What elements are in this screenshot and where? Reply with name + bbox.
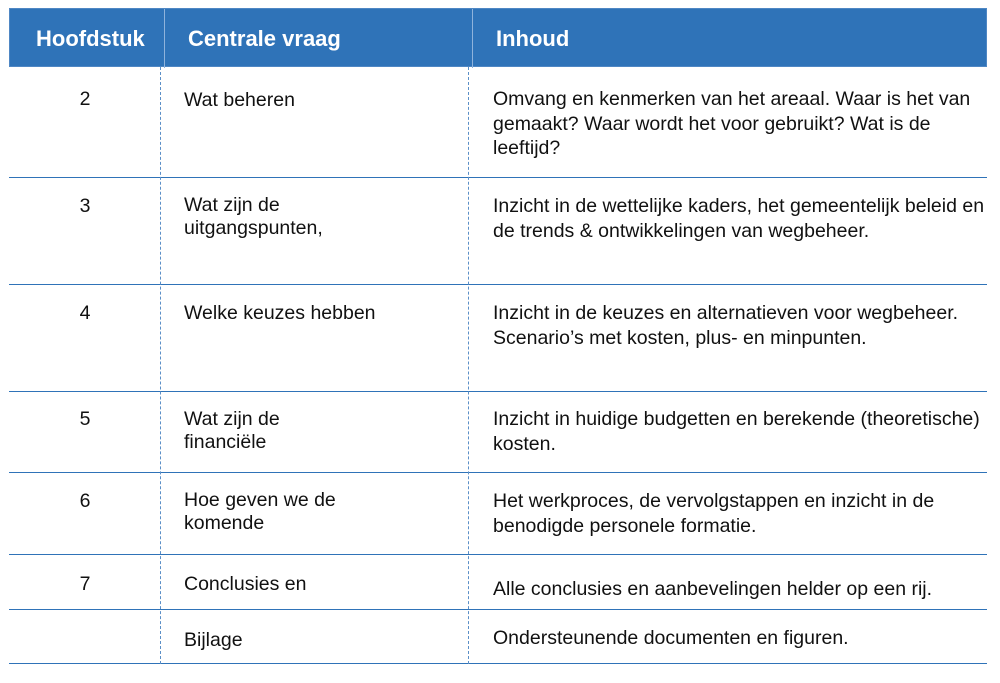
table-row: [9, 285, 987, 392]
central-question: Bijlage: [184, 629, 243, 651]
central-question: Wat beheren: [184, 89, 295, 111]
content-description: Inzicht in huidige budgetten en berekende (theoretische) kosten.: [493, 408, 980, 455]
table-row: [9, 392, 987, 473]
header-divider: [164, 9, 165, 68]
header-chapter: Hoofdstuk: [36, 26, 145, 51]
table-row: [9, 473, 987, 555]
content-description: Alle conclusies en aanbevelingen helder op een rij.: [493, 578, 933, 600]
header-central-question: Centrale vraag: [188, 26, 341, 51]
central-question: Welke keuzes hebben: [184, 302, 376, 324]
chapter-number: 3: [79, 195, 91, 217]
chapter-number: 2: [79, 88, 91, 110]
content-description: Het werkproces, de vervolgstappen en inzicht in de benodigde personele formatie.: [493, 490, 935, 537]
table-row: [9, 555, 987, 610]
content-description: Inzicht in de keuzes en alternatieven voor wegbeheer. Scenario’s met kosten, plus- en minpunten.: [493, 302, 959, 349]
chapter-overview-table: [9, 8, 987, 664]
table-row: [9, 67, 987, 178]
header-content: Inhoud: [496, 26, 570, 51]
chapter-number: 4: [79, 302, 91, 324]
table-row: [9, 610, 987, 664]
column-divider: [468, 67, 469, 664]
central-question: Wat zijn de uitgangspunten,: [184, 194, 323, 239]
content-description: Ondersteunende documenten en figuren.: [493, 627, 849, 649]
central-question: Wat zijn de financiële: [184, 408, 280, 453]
content-description: Inzicht in de wettelijke kaders, het gemeentelijk beleid en de trends & ontwikkelingen van wegbeheer.: [493, 195, 985, 242]
header-divider: [472, 9, 473, 68]
content-description: Omvang en kenmerken van het areaal. Waar is het van gemaakt? Waar wordt het voor gebruikt? Wat is de leeftijd?: [493, 88, 971, 159]
central-question: Hoe geven we de komende: [184, 489, 336, 534]
chapter-number: 6: [79, 490, 91, 512]
chapter-number: 5: [79, 408, 91, 430]
table-header: [9, 8, 987, 67]
column-divider: [160, 67, 161, 664]
central-question: Conclusies en: [184, 573, 307, 595]
chapter-number: 7: [79, 573, 91, 595]
table-row: [9, 178, 987, 285]
